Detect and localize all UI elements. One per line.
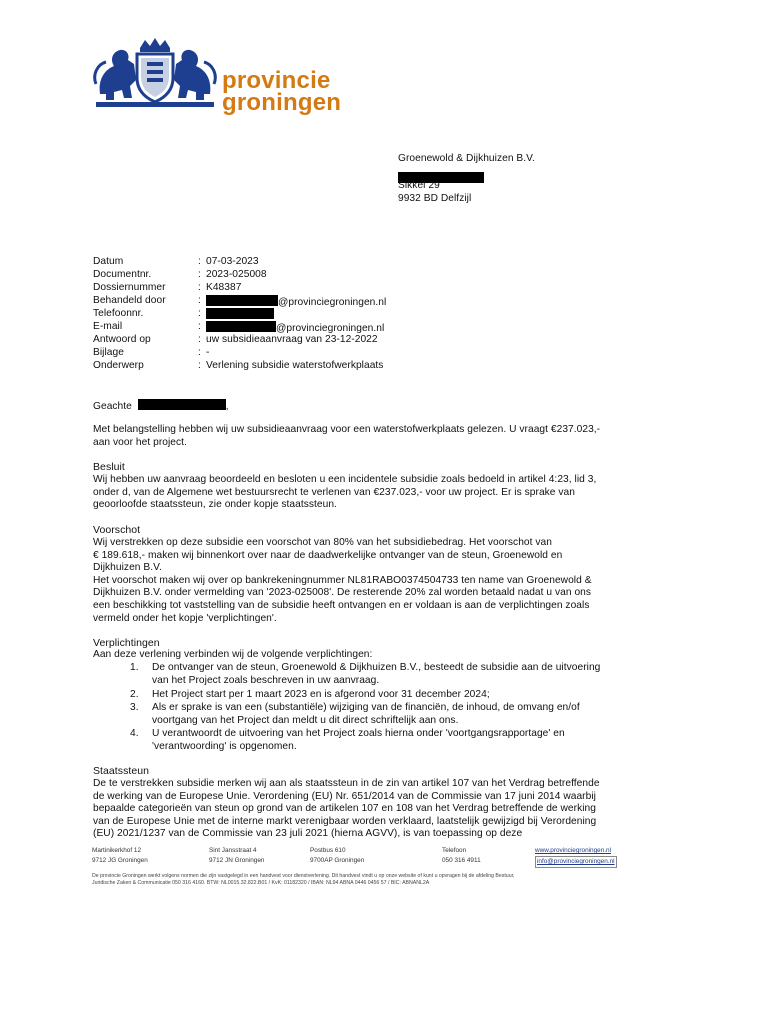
list-number: 1.	[130, 662, 139, 673]
salutation-text: Geachte	[93, 401, 132, 412]
text-line: geoorloofde staatssteun, zie onder kopje staatssteun.	[93, 499, 337, 511]
meta-colon: :	[198, 308, 201, 319]
salutation	[93, 399, 229, 414]
meta-value: 2023-025008	[206, 269, 267, 280]
list-number: 4.	[130, 728, 139, 739]
meta-label: Bijlage	[93, 347, 124, 358]
footer-address	[92, 846, 148, 866]
footer-fineprint	[92, 873, 682, 887]
meta-value: Verlening subsidie waterstofwerkplaats	[206, 360, 384, 371]
staatssteun-heading: Staatssteun	[93, 765, 150, 777]
footer-visit-address	[209, 846, 264, 866]
verplichtingen-intro: Aan deze verlening verbinden wij de volgende verplichtingen:	[93, 649, 373, 660]
meta-label: Behandeld door	[93, 295, 166, 306]
text-line: U verantwoordt de uitvoering van het Project zoals hierna onder 'voortgangsrapportage' en	[152, 728, 565, 739]
verplichtingen-heading: Verplichtingen	[93, 637, 160, 649]
text-line: vermeld onder het kopje 'verplichtingen'.	[93, 612, 277, 624]
text-line: Dijkhuizen B.V. onder vermelding van '2023-025008'. De resterende 20% zal worden betaald nadat u van ons	[93, 587, 592, 599]
besluit-heading: Besluit	[93, 461, 125, 473]
meta-colon: :	[198, 360, 201, 371]
email-link[interactable]: info@provinciegroningen.nl	[535, 856, 617, 868]
crest-icon	[92, 36, 218, 116]
text-line: € 189.618,- maken wij binnenkort over naar de daadwerkelijke ontvanger van de steun, Groenewold en	[93, 549, 563, 561]
text-line: Het voorschot maken wij over op bankrekeningnummer NL81RABO0374504733 ten name van Groenewold &	[93, 574, 592, 586]
meta-colon: :	[198, 321, 201, 332]
staatssteun-paragraph	[93, 778, 673, 841]
text-line: een beschikking tot vaststelling van de subsidie heeft ontvangen en er voldaan is aan de verplichtingen zoals	[93, 599, 590, 611]
meta-colon: :	[198, 256, 201, 267]
recipient-company: Groenewold & Dijkhuizen B.V.	[398, 153, 535, 164]
logo	[92, 36, 342, 116]
meta-colon: :	[198, 295, 201, 306]
list-number: 3.	[130, 702, 139, 713]
text-line: (EU) 2021/1237 van de Commissie van 23 juli 2021 (hierna AGVV), is van toepassing op deze	[93, 828, 523, 840]
recipient-street: Sikkel 29	[398, 180, 440, 191]
footer-line: Postbus 610	[310, 847, 346, 854]
meta-label: Telefoonnr.	[93, 308, 144, 319]
text-line: De ontvanger van de steun, Groenewold & Dijkhuizen B.V., besteedt de subsidie aan de uitvoering	[152, 662, 601, 673]
text-line: aan voor het project.	[93, 436, 187, 448]
footer-line: 9712 JN Groningen	[209, 857, 265, 864]
redacted-addressee	[138, 399, 226, 410]
recipient-city: 9932 BD Delfzijl	[398, 193, 472, 204]
footer-line: Sint Jansstraat 4	[209, 847, 257, 854]
text-line: onder d, van de Algemene wet bestuursrecht te verlenen van €237.023,- voor uw project. Er is sprake van	[93, 486, 575, 498]
meta-colon: :	[198, 334, 201, 345]
footer-line: Telefoon	[442, 847, 467, 854]
meta-label: Onderwerp	[93, 360, 144, 371]
voorschot-heading: Voorschot	[93, 524, 141, 536]
handler-email-domain: @provinciegroningen.nl	[278, 297, 387, 308]
meta-colon: :	[198, 347, 201, 358]
logo-text-provincie: provincie	[222, 67, 331, 94]
text-line: van de Europese Unie met de interne markt verenigbaar worden verklaard, laatstelijk gewijzigd bij Verordening	[93, 815, 597, 827]
meta-value: K48387	[206, 282, 242, 293]
text-line: Het Project start per 1 maart 2023 en is afgerond voor 31 december 2024;	[152, 689, 490, 700]
list-number: 2.	[130, 689, 139, 700]
footer	[92, 846, 682, 906]
email-domain: @provinciegroningen.nl	[276, 323, 385, 334]
redacted-phone	[206, 308, 274, 319]
footer-line: 050 316 4911	[442, 857, 481, 864]
meta-label: E-mail	[93, 321, 123, 332]
meta-label: Datum	[93, 256, 124, 267]
fineprint-line: Juridische Zaken & Communicatie 050 316 4160. BTW: NL0015.32.822.B01 / KvK: 01182320 / IBAN: NL94 ABNA 0446 0456 57 / BIC: ABNANL2A	[92, 880, 430, 887]
fineprint-line: De provincie Groningen werkt volgens normen die zijn vastgelegd in een handvest voor dienstverlening. Dit handvest vindt u op onze website of kunt u opvragen bij de afdeling Bestuur,	[92, 873, 515, 879]
logo-text-groningen: groningen	[222, 89, 342, 116]
footer-line: 9712 JG Groningen	[92, 857, 148, 864]
meta-value: uw subsidieaanvraag van 23-12-2022	[206, 334, 378, 345]
redacted-handler-name	[206, 295, 278, 306]
voorschot-paragraph	[93, 537, 673, 625]
meta-label: Antwoord op	[93, 334, 151, 345]
footer-phone	[442, 846, 481, 866]
meta-value: 07-03-2023	[206, 256, 259, 267]
meta-label: Documentnr.	[93, 269, 152, 280]
intro-paragraph	[93, 424, 673, 449]
text-line: Met belangstelling hebben wij uw subsidieaanvraag voor een waterstofwerkplaats gelezen. U vraagt €237.023,-	[93, 424, 601, 435]
text-line: de werking van de Europese Unie. Verordening (EU) Nr. 651/2014 van de Commissie van 17 juni 2014 waarbij	[93, 790, 596, 802]
website-link[interactable]: www.provinciegroningen.nl	[535, 847, 612, 854]
footer-web	[535, 846, 617, 868]
meta-value: -	[206, 347, 210, 358]
text-line: Wij hebben uw aanvraag beoordeeld en besloten u een incidentele subsidie zoals bedoeld in artikel 4:23, lid 3,	[93, 474, 597, 485]
salutation-comma: ,	[225, 401, 229, 412]
besluit-paragraph	[93, 474, 673, 512]
text-line: De te verstrekken subsidie merken wij aan als staatssteun in de zin van artikel 107 van het Verdrag betreffende	[93, 778, 600, 789]
text-line: van het Project zoals beschreven in uw aanvraag.	[152, 674, 380, 686]
text-line: voortgang van het Project dan meldt u dit direct schriftelijk aan ons.	[152, 714, 459, 726]
footer-line: Martinikerkhof 12	[92, 847, 142, 854]
text-line: Dijkhuizen B.V.	[93, 562, 162, 574]
text-line: Wij verstrekken op deze subsidie een voorschot van 80% van het subsidiebedrag. Het voorschot van	[93, 537, 552, 548]
text-line: bepaalde categorieën van steun op grond van de artikelen 107 en 108 van het Verdrag betreffende de werking	[93, 803, 596, 815]
meta-colon: :	[198, 269, 201, 280]
meta-label: Dossiernummer	[93, 282, 166, 293]
text-line: Als er sprake is van een (substantiële) wijziging van de financiën, de inhoud, de omvang en/of	[152, 702, 580, 713]
redacted-email-name	[206, 321, 276, 332]
text-line: 'verantwoording' is opgenomen.	[152, 740, 297, 752]
footer-postbus	[310, 846, 364, 866]
meta-colon: :	[198, 282, 201, 293]
footer-line: 9700AP Groningen	[310, 857, 365, 864]
